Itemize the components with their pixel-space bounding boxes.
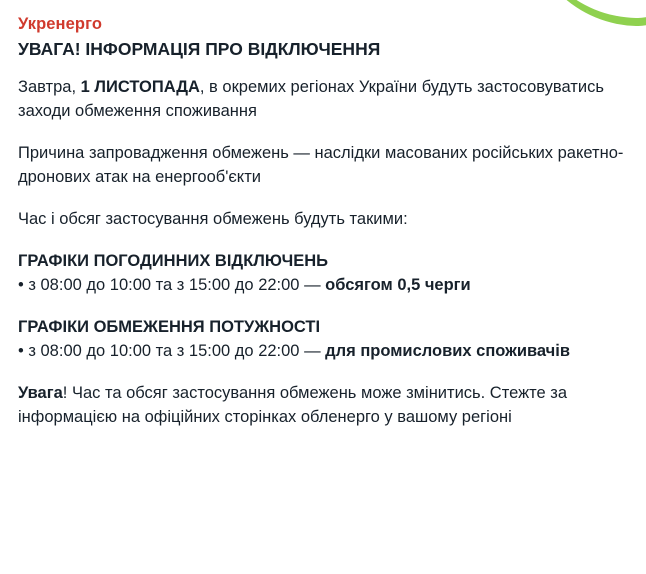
section1-bullet-plain: • з 08:00 до 10:00 та з 15:00 до 22:00 — bbox=[18, 276, 326, 295]
section1-bullet-bold: обсягом 0,5 черги bbox=[325, 276, 471, 295]
page-title: УВАГА! ІНФОРМАЦІЯ ПРО ВІДКЛЮЧЕННЯ bbox=[18, 38, 381, 59]
section2-bullet-bold: для промислових споживачів bbox=[325, 342, 570, 361]
section2-bullet bbox=[18, 340, 628, 364]
section2-bullet-plain: • з 08:00 до 10:00 та з 15:00 до 22:00 — bbox=[18, 342, 326, 361]
channel-name: Укренерго bbox=[18, 15, 103, 33]
schedule-lead-paragraph: Час і обсяг застосування обмежень будуть такими: bbox=[18, 210, 408, 229]
notice-bold: Увага bbox=[18, 384, 63, 403]
section-title-power-limits: ГРАФІКИ ОБМЕЖЕННЯ ПОТУЖНОСТІ bbox=[18, 318, 321, 337]
intro-date-bold: 1 ЛИСТОПАДА bbox=[80, 78, 200, 97]
section1-bullet bbox=[18, 274, 628, 298]
reason-paragraph: Причина запровадження обмежень — наслідки масованих російських ракетно-дронових атак на енергооб'єкти bbox=[18, 144, 624, 187]
intro-text-2: , в окремих регіонах України будуть застосовуватись заходи обмеження споживання bbox=[18, 78, 604, 121]
section-title-hourly-outages: ГРАФІКИ ПОГОДИННИХ ВІДКЛЮЧЕНЬ bbox=[18, 251, 329, 270]
notice-text: ! Час та обсяг застосування обмежень може змінитись. Стежте за інформацією на офіційних сторінках обленерго у вашому регіоні bbox=[18, 384, 567, 427]
intro-paragraph bbox=[18, 76, 628, 124]
notice-paragraph bbox=[18, 382, 628, 430]
intro-text-1: Завтра, bbox=[18, 78, 81, 97]
